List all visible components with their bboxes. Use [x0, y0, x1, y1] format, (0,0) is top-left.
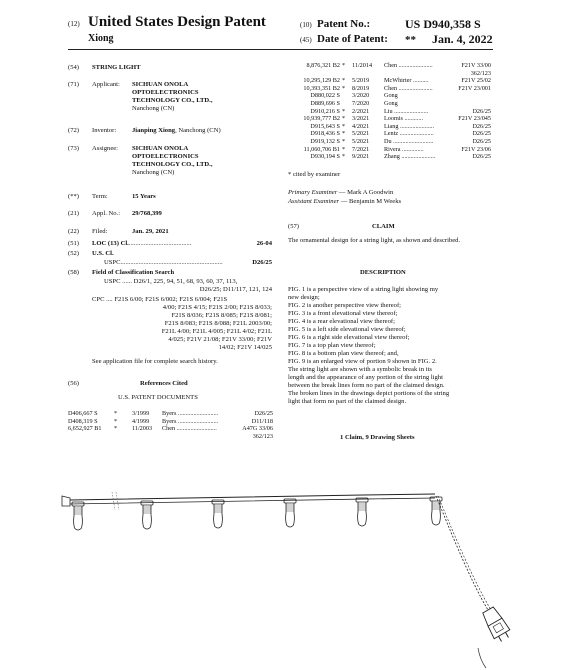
fcs-cpc-line: F21L 4/00; F21L 4/005; F21L 4/02; F21L: [161, 328, 272, 335]
citation-date: [350, 70, 382, 78]
citation-number: 8,876,321 B2: [306, 62, 340, 69]
citation-number: 11,060,706 B1: [303, 145, 340, 153]
citation-star: *: [114, 410, 118, 417]
citation-date: 4/2021: [352, 122, 370, 130]
cited-by-examiner-note: * cited by examiner: [288, 171, 341, 178]
citation-star: *: [342, 153, 346, 161]
term-value: 15 Years: [132, 193, 156, 200]
citation-name: Liu ......................: [384, 107, 429, 115]
loc-line: [92, 240, 272, 248]
citation-class: F21V 23/001: [458, 84, 491, 92]
citation-number: D930,194 S: [310, 153, 340, 161]
citation-number: D406,667 S: [68, 410, 98, 417]
description-text: [288, 286, 493, 406]
bulb-icon: [284, 499, 296, 527]
citation-row: [288, 153, 491, 161]
citation-name: Chen ......................: [384, 62, 433, 69]
code-51: (51): [68, 240, 79, 247]
bulb-icon: [430, 497, 442, 525]
code-57: (57): [288, 223, 299, 230]
assignee-name-2: OPTOELECTRONICS: [132, 153, 199, 160]
citation-date: 9/2021: [352, 153, 370, 161]
code-72: (72): [68, 127, 79, 134]
citation-number: [288, 70, 340, 78]
citation-class: D26/25: [472, 107, 491, 115]
citation-date: 7/2021: [352, 145, 370, 153]
description-line: FIG. 1 is a perspective view of a string light showing my: [288, 286, 439, 293]
citation-date: 2/2021: [352, 107, 370, 115]
references-cited-heading: References Cited: [140, 380, 188, 387]
citation-number: 10,295,129 B2: [303, 77, 340, 85]
citation-row: [68, 418, 273, 426]
appl-no-label: Appl. No.:: [92, 210, 121, 217]
citation-date: 3/1999: [132, 410, 150, 417]
citation-name: Liang ......................: [384, 122, 435, 130]
description-heading: DESCRIPTION: [360, 269, 406, 276]
citation-class: F21V 23/045: [458, 115, 491, 123]
citation-class: D26/25: [472, 122, 491, 130]
assignee-name-3: TECHNOLOGY CO., LTD.,: [132, 161, 213, 168]
citation-number: D918,436 S: [310, 130, 340, 138]
claim-text: The ornamental design for a string light, as shown and described.: [288, 237, 461, 244]
citation-row: [68, 425, 273, 433]
citation-class-continued: 362/123: [252, 432, 273, 440]
patent-number: US D940,358 S: [405, 17, 481, 31]
citation-name: Gong: [384, 99, 398, 107]
description-line: FIG. 9 is an enlarged view of portion 9 shown in FIG. 2.: [288, 358, 437, 365]
citation-class: F21V 33/00: [461, 62, 491, 69]
description-line: between the break lines form no part of the claimed design.: [288, 382, 445, 389]
citation-number: D910,216 S: [310, 107, 340, 115]
fcs-uspc-line: D26/25; D11/117, 121, 124: [199, 286, 272, 293]
citation-date: 8/2019: [352, 84, 370, 92]
us-patent-documents-heading: U.S. PATENT DOCUMENTS: [118, 394, 198, 401]
uspc-label: USPC: [104, 259, 121, 266]
citation-class: D11/118: [251, 417, 273, 425]
uspc-value: D26/25: [252, 259, 272, 266]
citation-name: Lentz ......................: [384, 130, 434, 138]
citation-date: 5/2021: [352, 137, 370, 145]
appl-no-value: 29/768,399: [132, 210, 162, 217]
citation-row: [288, 115, 491, 123]
citation-star: *: [342, 130, 346, 138]
assignee-location: Nanchong (CN): [132, 169, 175, 176]
assistant-examiner-label: Assistant Examiner: [288, 198, 340, 205]
citation-star: *: [342, 122, 346, 130]
citation-number: 6,652,927 B1: [68, 425, 102, 433]
design-title: STRING LIGHT: [92, 64, 141, 71]
citation-date: 11/2014: [352, 62, 373, 69]
description-line: The string light are shown with a symbolic break in its: [288, 366, 432, 373]
applicant-location: Nanchong (CN): [132, 105, 175, 112]
cited-references-list: [288, 62, 491, 161]
inventor-label: Inventor:: [92, 127, 117, 134]
citation-date: 3/2020: [352, 92, 370, 100]
citation-star: *: [342, 77, 346, 85]
citation-name: Rivera ..............: [384, 145, 424, 153]
applicant-name-2: OPTOELECTRONICS: [132, 89, 199, 96]
primary-examiner: [288, 189, 393, 197]
fcs-cpc-line: 14/02; F21V 14/025: [218, 344, 272, 351]
citation-name: Byers ..........................: [162, 410, 219, 417]
fcs-uspc-line: USPC ...... D26/1, 225, 94, 51, 68, 93, 60, 37, 113,: [104, 278, 238, 285]
uspc-line: [104, 259, 272, 267]
citation-class: 362/123: [470, 69, 491, 77]
citation-row: [288, 85, 491, 93]
code-45: (45): [300, 36, 312, 44]
citation-class: A47G 33/06: [242, 425, 273, 433]
citation-date: 11/2003: [132, 425, 153, 433]
us-docs-list: [68, 410, 273, 440]
citation-row: [288, 138, 491, 146]
citation-class: D26/25: [254, 410, 273, 417]
citation-date: 7/2020: [352, 99, 370, 107]
citation-row: [288, 123, 491, 131]
citation-star: *: [342, 84, 346, 92]
description-line: length and the appearance of any portion of the string light: [288, 374, 443, 381]
citation-name: Du ..........................: [384, 137, 434, 145]
citation-star: *: [342, 145, 346, 153]
bulb-icon: [72, 502, 84, 530]
citation-row: [288, 62, 491, 70]
citation-date: 5/2019: [352, 77, 370, 85]
loc-value: 26-04: [256, 240, 272, 247]
citation-number: D880,022 S: [310, 92, 340, 100]
primary-examiner-name: — Mark A Goodwin: [337, 189, 394, 196]
citation-star: [340, 70, 350, 78]
citation-row: [288, 130, 491, 138]
assistant-examiner: [288, 198, 401, 206]
description-line: FIG. 3 is a front elevational view thereof;: [288, 310, 398, 317]
code-54: (54): [68, 64, 79, 71]
citation-number: D408,319 S: [68, 417, 98, 425]
filed-label: Filed:: [92, 228, 108, 235]
date-of-patent: Jan. 4, 2022: [432, 32, 493, 46]
tail-cord: [478, 648, 486, 668]
fcs-cpc-line: 4/025; F21V 21/08; F21V 33/00; F21V: [168, 336, 272, 343]
bulb-icon: [212, 500, 224, 528]
document-type: United States Design Patent: [88, 14, 266, 30]
claims-and-sheets: 1 Claim, 9 Drawing Sheets: [340, 434, 415, 441]
citation-name: Zhang ......................: [384, 153, 436, 161]
fcs-cpc-line: F21S 8/083; F21S 8/088; F21L 2003/00;: [164, 320, 272, 327]
code-58: (58): [68, 269, 79, 276]
bulb-icon: [141, 501, 153, 529]
code-12: (12): [68, 20, 80, 28]
citation-number: D889,696 S: [310, 99, 340, 107]
description-line: FIG. 6 is a right side elevational view thereof;: [288, 334, 410, 341]
inventor-name: Jianping Xiong: [132, 127, 176, 134]
code-73: (73): [68, 145, 79, 152]
description-line: FIG. 5 is a left side elevational view thereof;: [288, 326, 406, 333]
applicant-block: [132, 81, 212, 113]
date-of-patent-label: Date of Patent:: [317, 33, 388, 45]
citation-row: [288, 77, 491, 85]
term-label: Term:: [92, 193, 108, 200]
power-cord-inner: [438, 496, 491, 610]
citation-name: Gong: [384, 92, 398, 100]
citation-star: [342, 100, 352, 108]
code-22: (22): [68, 228, 79, 235]
patent-number-label: Patent No.:: [317, 18, 371, 30]
date-stars: **: [405, 34, 416, 46]
citation-star: [342, 92, 352, 100]
uspc-dots: ..............................................................: [120, 259, 223, 266]
citation-date: 5/2021: [352, 130, 370, 138]
applicant-name-3: TECHNOLOGY CO., LTD.,: [132, 97, 213, 104]
citation-class: F21V 23/06: [461, 145, 491, 153]
power-cord: [436, 496, 488, 610]
citation-star: *: [114, 425, 118, 433]
citation-name: Byers ..........................: [162, 417, 219, 425]
citation-number: D919,132 S: [310, 137, 340, 145]
inventor-short: Xiong: [88, 33, 114, 44]
applicant-name-1: SICHUAN ONOLA: [132, 81, 189, 88]
citation-name: [382, 70, 471, 78]
citation-row: [288, 146, 491, 154]
citation-class: D26/25: [472, 137, 491, 145]
citation-number: 10,939,777 B2: [303, 115, 340, 123]
search-history-note: See application file for complete search history.: [92, 358, 218, 365]
cable-end-left: [62, 496, 70, 506]
citation-date: 4/1999: [132, 417, 150, 425]
citation-name: McWhirter ..........: [384, 77, 429, 85]
assignee-block: [132, 145, 212, 177]
citation-star: *: [342, 107, 346, 115]
citation-number: 10,393,351 B2: [303, 84, 340, 92]
description-line: FIG. 2 is another perspective view thereof;: [288, 302, 401, 309]
field-of-search-uspc: [104, 278, 272, 294]
header-rule: [68, 49, 493, 50]
citation-class: F21V 25/02: [461, 77, 491, 85]
citation-class: D26/25: [472, 153, 491, 161]
citation-star: *: [342, 62, 346, 69]
citation-star: *: [342, 115, 346, 123]
field-of-search-cpc: [92, 296, 272, 352]
description-line: light that form no part of the claimed design.: [288, 398, 407, 405]
field-of-search-label: Field of Classification Search: [92, 269, 175, 276]
fcs-cpc-line: CPC .... F21S 6/00; F21S 6/002; F21S 6/004; F21S: [92, 296, 228, 303]
fcs-cpc-line: F21S 8/036; F21S 8/085; F21S 8/081;: [171, 312, 272, 319]
loc-dots: ......................................: [128, 240, 192, 247]
citation-row: [288, 100, 491, 108]
applicant-label: Applicant:: [92, 81, 120, 88]
code-71: (71): [68, 81, 79, 88]
citation-date: 3/2021: [352, 115, 370, 123]
assignee-label: Assignee:: [92, 145, 119, 152]
citation-name: Chen ......................: [384, 84, 433, 92]
code-56: (56): [68, 380, 79, 387]
description-line: new design;: [288, 294, 320, 301]
bulb-icon: [356, 498, 368, 526]
citation-row: [288, 92, 491, 100]
code-term: (**): [68, 193, 79, 200]
primary-examiner-label: Primary Examiner: [288, 189, 338, 196]
citation-name: Loomis ............: [384, 115, 424, 123]
description-line: The broken lines in the drawings depict portions of the string: [288, 390, 450, 397]
claim-heading: CLAIM: [372, 223, 395, 230]
description-line: FIG. 7 is a top plan view thereof;: [288, 342, 376, 349]
citation-row: [68, 410, 273, 418]
description-line: FIG. 8 is a bottom plan view thereof; and,: [288, 350, 399, 357]
citation-row: [288, 70, 491, 78]
plug-icon: [480, 606, 513, 644]
loc-label: LOC (13) Cl.: [92, 240, 129, 247]
citation-star: *: [342, 137, 346, 145]
code-52: (52): [68, 250, 79, 257]
assistant-examiner-name: — Benjamin M Weeks: [339, 198, 402, 205]
description-line: FIG. 4 is a rear elevational view thereof;: [288, 318, 395, 325]
citation-number: D915,643 S: [310, 122, 340, 130]
citation-class: D26/25: [472, 130, 491, 138]
assignee-name-1: SICHUAN ONOLA: [132, 145, 189, 152]
inventor-location: , Nanchong (CN): [175, 127, 221, 134]
code-10: (10): [300, 21, 312, 29]
citation-name: Chen ..........................: [162, 425, 217, 433]
string-light-drawing: [0, 470, 568, 670]
us-cl-label: U.S. Cl.: [92, 250, 114, 257]
fcs-cpc-line: 4/00; F21S 4/15; F21S 2/00; F21S 8/033;: [162, 304, 272, 311]
break-line: [112, 492, 119, 510]
filed-value: Jan. 29, 2021: [132, 228, 169, 235]
code-21: (21): [68, 210, 79, 217]
citation-star: *: [114, 417, 118, 425]
inventor-line: [132, 127, 221, 135]
citation-row: [288, 108, 491, 116]
